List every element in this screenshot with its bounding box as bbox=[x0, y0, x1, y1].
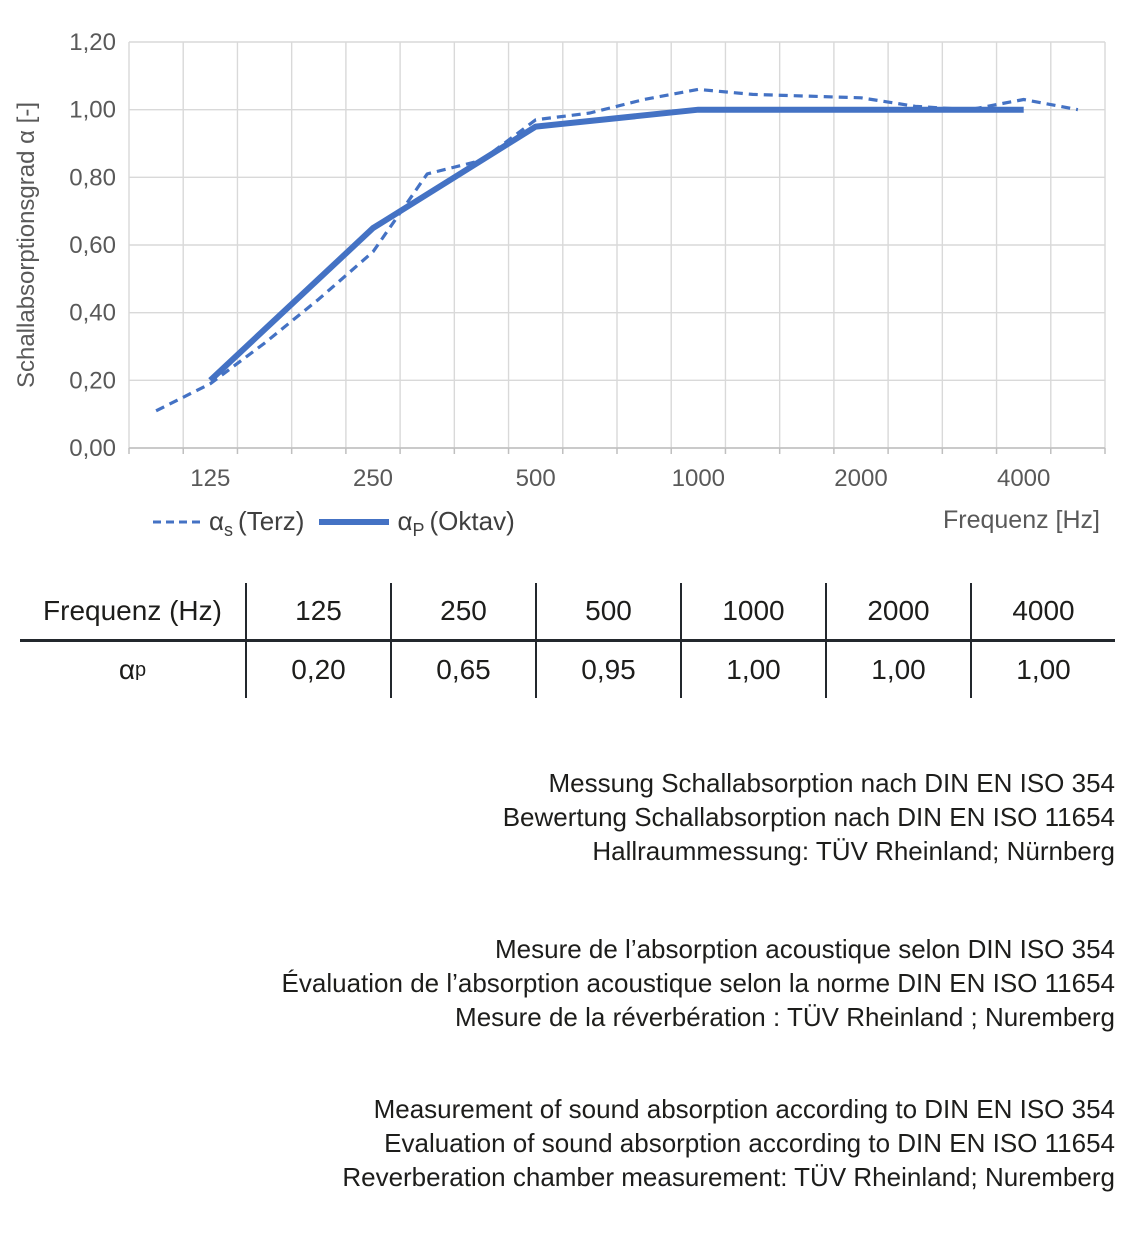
y-tick-label: 0,80 bbox=[69, 164, 116, 192]
absorption-chart bbox=[0, 0, 1135, 555]
legend-item-oktav bbox=[318, 506, 515, 541]
table-col-label: Frequenz (Hz) bbox=[20, 583, 245, 642]
note-line: Bewertung Schallabsorption nach DIN EN ISO 11654 bbox=[502, 802, 1115, 832]
dashed-line-swatch bbox=[152, 518, 202, 526]
x-tick-label: 2000 bbox=[834, 465, 888, 492]
table-frequency-header: 125 bbox=[245, 583, 390, 642]
note-block-french bbox=[20, 932, 1115, 1034]
table-frequency-header: 250 bbox=[390, 583, 535, 642]
y-tick-label: 1,00 bbox=[69, 96, 116, 124]
table-value: 1,00 bbox=[825, 642, 970, 698]
legend-label-terz: $\alpha_s$ (Terz) bbox=[209, 506, 305, 541]
y-tick-label: 0,60 bbox=[69, 232, 116, 259]
y-tick-label: 0,20 bbox=[69, 367, 116, 395]
y-tick-label: 0,00 bbox=[69, 435, 116, 462]
table-frequency-header: 4000 bbox=[970, 583, 1115, 642]
chart-legend bbox=[152, 506, 515, 541]
x-tick-label: 4000 bbox=[996, 465, 1051, 492]
note-line: Messung Schallabsorption nach DIN EN ISO 354 bbox=[548, 768, 1115, 798]
x-tick-label: 250 bbox=[352, 465, 394, 492]
table-value: 0,95 bbox=[535, 642, 680, 698]
note-line: Hallraummessung: TÜV Rheinland; Nürnberg bbox=[592, 836, 1115, 866]
solid-line-swatch bbox=[318, 517, 390, 527]
x-tick-label: 1000 bbox=[671, 465, 726, 492]
note-line: Mesure de l’absorption acoustique selon DIN ISO 354 bbox=[494, 934, 1115, 964]
table-value: 1,00 bbox=[970, 642, 1115, 698]
table-value: 1,00 bbox=[680, 642, 825, 698]
note-line: Measurement of sound absorption according to DIN EN ISO 354 bbox=[373, 1094, 1115, 1124]
table-value: 0,20 bbox=[245, 642, 390, 698]
notes-section bbox=[20, 766, 1115, 1194]
x-tick-label: 125 bbox=[190, 465, 231, 492]
chart-canvas bbox=[0, 0, 1135, 555]
note-line: Mesure de la réverbération : TÜV Rheinland ; Nuremberg bbox=[455, 1002, 1115, 1032]
absorption-table bbox=[20, 583, 1115, 698]
x-axis-title: Frequenz [Hz] bbox=[942, 506, 1100, 534]
x-tick-label: 500 bbox=[515, 465, 556, 492]
table-row-label-alpha-p: α p bbox=[118, 654, 147, 685]
table-frequency-header: 2000 bbox=[825, 583, 970, 642]
y-tick-label: 1,20 bbox=[69, 29, 116, 56]
table-frequency-header: 500 bbox=[535, 583, 680, 642]
note-line: Évaluation de l’absorption acoustique selon la norme DIN EN ISO 11654 bbox=[281, 968, 1115, 998]
note-line: Reverberation chamber measurement: TÜV Rheinland; Nuremberg bbox=[342, 1162, 1115, 1192]
note-block-english bbox=[20, 1092, 1115, 1194]
note-line: Evaluation of sound absorption according to DIN EN ISO 11654 bbox=[384, 1128, 1115, 1158]
y-tick-label: 0,40 bbox=[69, 299, 116, 327]
legend-label-oktav: $\alpha_P$ (Oktav) bbox=[397, 506, 515, 541]
note-block-german bbox=[20, 766, 1115, 868]
table-value: 0,65 bbox=[390, 642, 535, 698]
legend-item-terz bbox=[152, 506, 305, 541]
table-frequency-header: 1000 bbox=[680, 583, 825, 642]
y-axis-title: Schallabsorptionsgrad α [-] bbox=[13, 101, 40, 389]
